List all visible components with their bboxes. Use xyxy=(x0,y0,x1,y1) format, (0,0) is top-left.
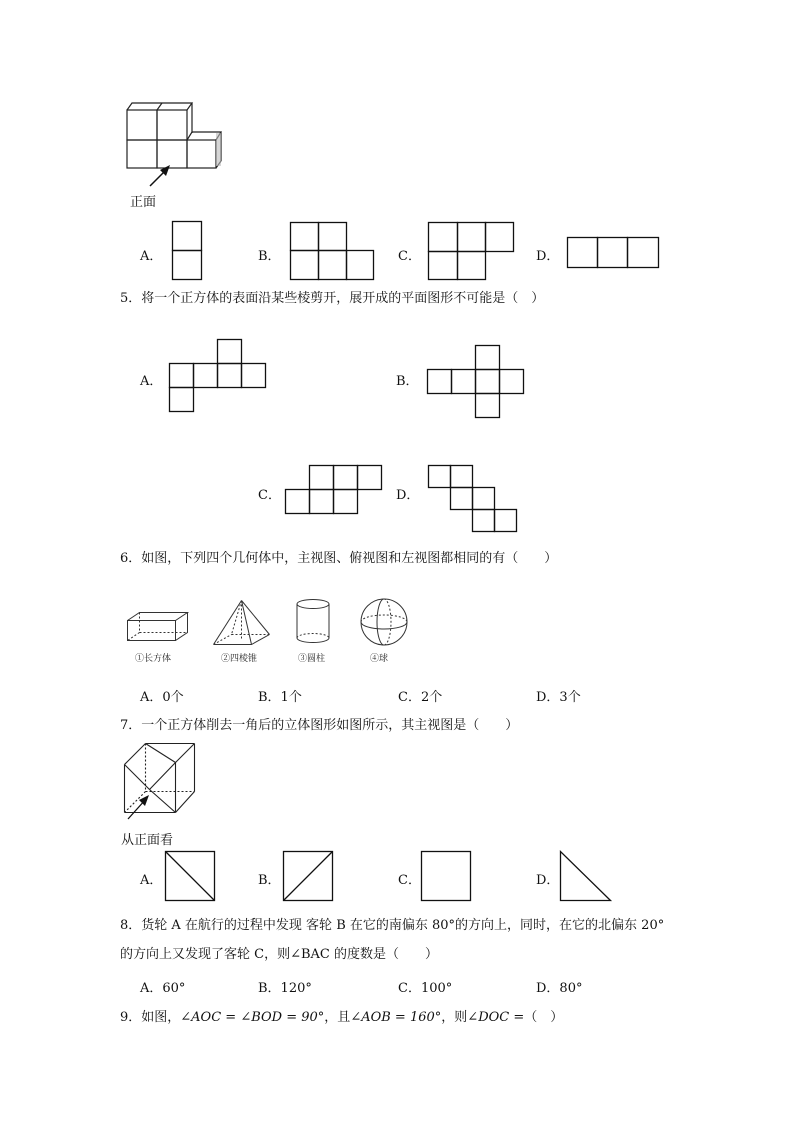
q9-stem-mid: ，且 xyxy=(324,1010,351,1025)
q9-equation-doc: ∠DOC = xyxy=(467,1010,525,1025)
q9-equation-aoc-bod: ∠AOC = ∠BOD = 90° xyxy=(180,1010,325,1025)
q9-stem-suffix: （ ） xyxy=(524,1010,564,1025)
q9-stem xyxy=(120,1010,563,1026)
q6-option-d: D．3个 xyxy=(536,690,581,705)
q4-option-c-figure xyxy=(428,222,518,282)
q4-option-c-label: C． xyxy=(398,249,421,264)
q5-option-b-label: B． xyxy=(396,374,419,389)
q6-solid-label-pyramid: ②四棱锥 xyxy=(221,654,258,664)
q4-option-d-label: D． xyxy=(536,249,560,264)
q7-stem: 7．一个正方体削去一角后的立体图形如图所示，其主视图是（ ） xyxy=(120,718,519,733)
q5-option-c-label: C． xyxy=(258,488,281,503)
q5-option-b-net xyxy=(427,345,527,420)
q4-front-label: 正面 xyxy=(130,195,157,210)
q5-option-c-net xyxy=(285,465,385,517)
q6-option-b: B．1个 xyxy=(258,690,302,705)
q4-front-arrow xyxy=(140,160,180,190)
q7-option-a-figure xyxy=(165,851,216,902)
q5-option-d-net xyxy=(428,465,520,535)
q7-view-arrow xyxy=(124,790,154,822)
q6-sphere-figure xyxy=(359,599,411,647)
q4-option-d-figure xyxy=(567,237,661,269)
q6-solid-label-cylinder: ③圆柱 xyxy=(298,654,326,664)
q7-option-b-label: B． xyxy=(258,873,281,888)
q6-stem: 6．如图，下列四个几何体中，主视图、俯视图和左视图都相同的有（ ） xyxy=(120,551,558,566)
q7-option-a-label: A． xyxy=(140,873,163,888)
q6-solid-label-sphere: ④球 xyxy=(370,654,389,664)
q9-equation-aob: ∠AOB = 160° xyxy=(350,1010,442,1025)
q8-stem-line2: 的方向上又发现了客轮 C，则∠BAC 的度数是（ ） xyxy=(120,947,438,962)
q7-option-d-figure xyxy=(560,851,612,902)
q8-option-b: B．120° xyxy=(258,981,312,996)
q7-option-c-figure xyxy=(421,851,472,902)
q4-option-b-figure xyxy=(290,222,376,282)
q9-stem-prefix: 9．如图， xyxy=(120,1010,181,1025)
q5-option-d-label: D． xyxy=(396,488,420,503)
q8-option-c: C．100° xyxy=(398,981,453,996)
q6-cylinder-figure xyxy=(296,599,332,645)
q8-option-a: A．60° xyxy=(140,981,186,996)
q8-stem-line1: 8．货轮 A 在航行的过程中发现 客轮 B 在它的南偏东 80°的方向上，同时，在它的北偏东 20° xyxy=(120,918,665,933)
q6-pyramid-figure xyxy=(213,600,271,648)
q4-option-a-figure xyxy=(172,221,202,281)
q5-option-a-label: A． xyxy=(140,374,163,389)
q5-stem: 5．将一个正方体的表面沿某些棱剪开，展开成的平面图形不可能是（ ） xyxy=(120,291,545,306)
q5-option-a-net xyxy=(169,339,269,414)
q6-cuboid-figure xyxy=(127,612,189,644)
q7-option-d-label: D． xyxy=(536,873,560,888)
q6-option-a: A．0个 xyxy=(140,690,184,705)
q7-option-c-label: C． xyxy=(398,873,421,888)
q7-view-label: 从正面看 xyxy=(121,833,174,848)
q6-option-c: C．2个 xyxy=(398,690,443,705)
q9-stem-mid2: ，则 xyxy=(441,1010,468,1025)
q4-option-b-label: B． xyxy=(258,249,281,264)
q4-option-a-label: A． xyxy=(140,249,163,264)
q7-option-b-figure xyxy=(283,851,334,902)
q6-solid-label-cuboid: ①长方体 xyxy=(135,654,172,664)
q8-option-d: D．80° xyxy=(536,981,583,996)
